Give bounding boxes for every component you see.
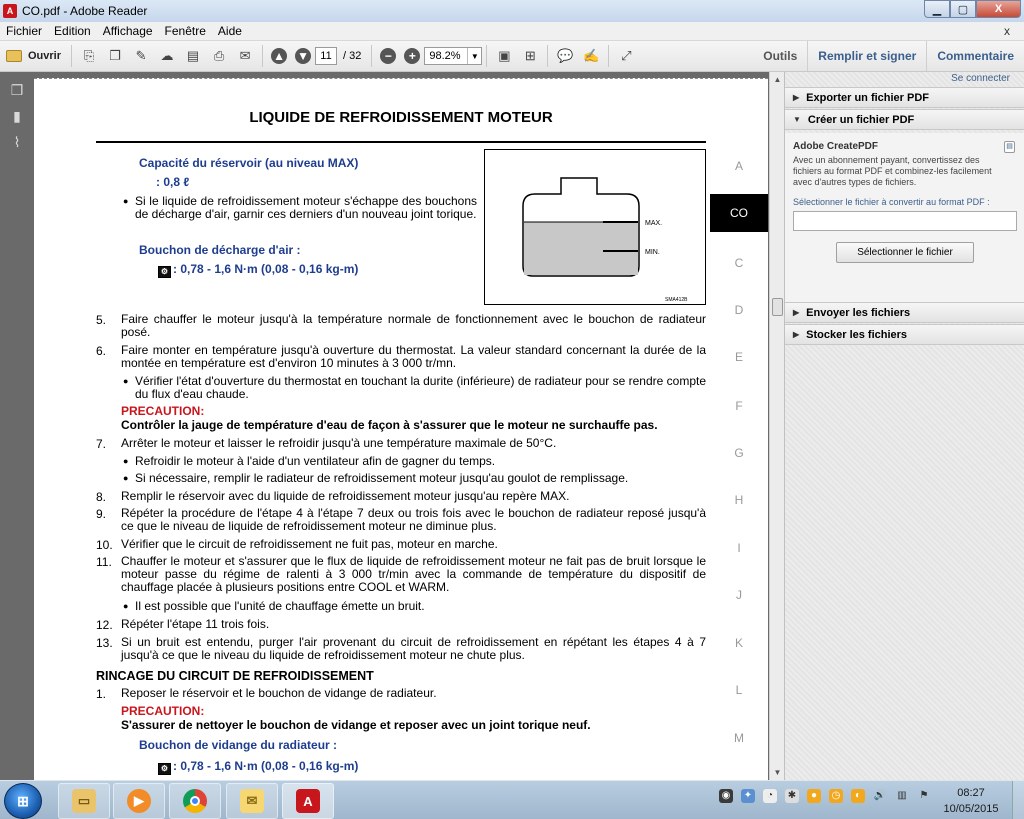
zoom-out-icon[interactable]: −: [380, 48, 396, 64]
step-7-number: 7.: [96, 437, 107, 451]
step-5-text: Faire chauffer le moteur jusqu'à la température normale de fonctionnement avec le bouchon de radiateur posé.: [121, 312, 706, 339]
step-12-number: 12.: [96, 618, 113, 632]
document-viewport[interactable]: [34, 72, 769, 780]
windows-logo-icon: ⊞: [17, 792, 29, 809]
network-icon[interactable]: ▥: [897, 790, 907, 801]
open-label: Ouvrir: [28, 50, 62, 62]
media-player-icon: ▶: [127, 789, 151, 813]
step-6-number: 6.: [96, 344, 107, 358]
expand-icon[interactable]: ⤢: [621, 48, 632, 63]
index-letter-a[interactable]: A: [734, 159, 743, 173]
pdf-page: [34, 78, 768, 780]
store-files-section[interactable]: [785, 324, 1024, 345]
send-files-label: Envoyer les fichiers: [806, 306, 911, 319]
reservoir-svg: [485, 150, 707, 306]
step-11-text: Chauffer le moteur et s'assurer que le flux de liquide de refroidissement moteur ne fait pas de bruit lorsque le moteur passe du régime de ralenti à 3 000 tr/min avec la commande de température du dispositif de chauffage placée à plusieurs positions entre COOL et WARM.: [121, 554, 706, 594]
menu-aide[interactable]: Aide: [217, 24, 242, 38]
createpdf-icon: ▤: [1004, 141, 1015, 153]
open-button[interactable]: [0, 50, 67, 62]
toolbar-divider: [371, 45, 372, 67]
diagram-code: SMA412B: [665, 297, 688, 303]
tray-app-icon[interactable]: ◉: [719, 789, 733, 803]
precaution-text-1: Contrôler la jauge de température d'eau de façon à s'assurer que le moteur ne surchauffe pas.: [121, 418, 658, 432]
sign-in-link[interactable]: Se connecter: [951, 73, 1010, 84]
reservoir-diagram: [484, 149, 706, 305]
index-letter-co[interactable]: CO: [710, 194, 768, 232]
combine-icon[interactable]: ❐: [109, 48, 121, 63]
bookmark-icon[interactable]: ▮: [13, 108, 21, 124]
step-9-number: 9.: [96, 507, 107, 521]
section-index: [710, 79, 768, 780]
taskbar-clock[interactable]: [934, 785, 1008, 817]
select-file-button[interactable]: Sélectionner le fichier: [836, 242, 974, 263]
print-icon[interactable]: ⎙: [213, 48, 225, 63]
index-letter-j[interactable]: J: [736, 588, 742, 602]
step-5-number: 5.: [96, 313, 107, 327]
clock-time: 08:27: [957, 787, 985, 799]
edit-icon[interactable]: ✎: [135, 48, 147, 63]
fill-sign-button[interactable]: Remplir et signer: [807, 41, 926, 71]
menu-fichier[interactable]: Fichier: [6, 24, 43, 38]
index-letter-i[interactable]: I: [737, 541, 741, 555]
folder-icon: ▭: [72, 789, 96, 813]
step-11-number: 11.: [96, 555, 112, 569]
index-letter-f[interactable]: F: [735, 399, 743, 413]
max-mark-label: MAX.: [645, 220, 663, 227]
index-letter-c[interactable]: C: [734, 256, 744, 270]
drain-cap-torque-value: : 0,78 - 1,6 N·m (0,08 - 0,16 kg-m): [173, 759, 359, 773]
index-letter-k[interactable]: K: [734, 636, 743, 650]
title-rule: [96, 141, 706, 143]
chrome-icon: [183, 789, 207, 813]
attachment-icon[interactable]: ⌇: [13, 134, 21, 150]
chevron-down-icon: ▼: [467, 48, 481, 64]
scroll-down-icon[interactable]: ▼: [773, 768, 782, 777]
select-file-label: Sélectionner le fichier à convertir au format PDF :: [793, 197, 990, 207]
triangle-right-icon: ▶: [793, 93, 800, 102]
index-letter-m[interactable]: M: [734, 731, 744, 745]
show-desktop-button[interactable]: [1012, 781, 1024, 819]
page-number-input[interactable]: 11: [315, 47, 337, 65]
step-10-text: Vérifier que le circuit de refroidissement ne fuit pas, moteur en marche.: [121, 537, 498, 551]
bullet-heater: ● Il est possible que l'unité de chauffage émette un bruit.: [135, 600, 706, 613]
page-up-icon[interactable]: ▲: [271, 48, 287, 64]
tray-orange-icon[interactable]: ●: [807, 789, 821, 803]
bullet-fan: ● Refroidir le moteur à l'aide d'un ventilateur afin de gagner du temps.: [135, 455, 706, 468]
toolbar-divider: [608, 45, 609, 67]
comment-bubble-icon[interactable]: 💬: [557, 48, 574, 63]
bullet-escape: ● Si le liquide de refroidissement moteur s'échappe des bouchons de décharge d'air, garnir ces derniers d'un nouveau joint torique.: [135, 195, 477, 221]
scroll-thumb[interactable]: [772, 298, 783, 316]
highlight-icon[interactable]: ✍: [583, 48, 600, 63]
menu-affichage[interactable]: Affichage: [102, 24, 153, 38]
send-files-section[interactable]: [785, 302, 1024, 323]
index-letter-e[interactable]: E: [734, 350, 743, 364]
comment-button[interactable]: Commentaire: [926, 41, 1024, 71]
cloud-upload-icon[interactable]: ☁: [160, 48, 174, 63]
toolbar-divider: [486, 45, 487, 67]
page-total: / 32: [343, 50, 362, 62]
createpdf-title: Adobe CreatePDF: [793, 141, 879, 152]
step-8-number: 8.: [96, 490, 107, 504]
min-mark-label: MIN.: [645, 249, 660, 256]
toolbar-right: [753, 41, 1024, 71]
left-navigation-pane: [0, 72, 34, 780]
close-button[interactable]: X: [976, 0, 1021, 18]
menu-fenetre[interactable]: Fenêtre: [164, 24, 206, 38]
settings-tray-icon[interactable]: ✱: [785, 789, 799, 803]
zoom-in-icon[interactable]: +: [404, 48, 420, 64]
clock-tray-icon[interactable]: ◔: [763, 789, 777, 803]
volume-icon[interactable]: 🔊: [873, 790, 887, 801]
fit-page-icon[interactable]: ▣: [498, 48, 511, 63]
step-12-text: Répéter l'étape 11 trois fois.: [121, 617, 270, 631]
adobe-reader-icon: A: [3, 4, 17, 18]
taskbar-adobe-reader[interactable]: [282, 783, 334, 819]
step-6-text: Faire monter en température jusqu'à ouverture du thermostat. La valeur standard concernant la durée de la montée en température est d'environ 10 minutes à 3 000 tr/mn.: [121, 343, 706, 370]
create-pdf-section[interactable]: [785, 109, 1024, 130]
page-thumbnails-icon[interactable]: ❒: [10, 82, 24, 98]
export-pdf-label: Exporter un fichier PDF: [806, 91, 930, 104]
maximize-button[interactable]: ▢: [950, 0, 976, 18]
air-cap-torque-value: : 0,78 - 1,6 N·m (0,08 - 0,16 kg-m): [173, 262, 359, 276]
index-letter-l[interactable]: L: [735, 683, 743, 697]
start-button[interactable]: [4, 783, 42, 819]
capacity-value: : 0,8 ℓ: [156, 175, 190, 189]
page-down-icon[interactable]: ▼: [295, 48, 311, 64]
menu-edition[interactable]: Edition: [54, 24, 91, 38]
flag-icon[interactable]: ⚑: [919, 790, 929, 801]
step-10-number: 10.: [96, 538, 113, 552]
page-title: LIQUIDE DE REFROIDISSEMENT MOTEUR: [249, 109, 553, 126]
store-files-label: Stocker les fichiers: [806, 328, 908, 341]
toolbar: [0, 41, 1024, 72]
taskbar-notes[interactable]: [226, 783, 278, 819]
bullet-thermostat: ● Vérifier l'état d'ouverture du thermostat en touchant la durite (inférieure) de radiateur pour se rendre compte du flux d'eau chaude.: [135, 375, 706, 401]
precaution-label-1: PRECAUTION:: [121, 404, 205, 418]
precaution-label-2: PRECAUTION:: [121, 704, 205, 718]
scroll-up-icon[interactable]: ▲: [773, 75, 782, 84]
folder-icon: [6, 50, 22, 62]
create-pdf-label: Créer un fichier PDF: [807, 113, 915, 126]
zoom-value: 98.2%: [429, 50, 461, 62]
window-title: CO.pdf - Adobe Reader: [22, 4, 148, 18]
close-document-button[interactable]: x: [1004, 24, 1010, 38]
index-letter-d[interactable]: D: [734, 303, 744, 317]
rinse-heading: RINCAGE DU CIRCUIT DE REFROIDISSEMENT: [96, 669, 374, 683]
index-letter-h[interactable]: H: [734, 493, 744, 507]
air-cap-torque: [158, 263, 358, 278]
taskbar-chrome[interactable]: [169, 783, 221, 819]
dropbox-icon[interactable]: ✦: [741, 789, 755, 803]
step-9-text: Répéter la procédure de l'étape 4 à l'étape 7 deux ou trois fois avec le bouchon de radiateur reposé jusqu'à ce que le niveau de liquide de refroidissement moteur ne diminue plus.: [121, 506, 706, 533]
step-7-text: Arrêter le moteur et laisser le refroidir jusqu'à une température maximale de 50°C.: [121, 436, 557, 450]
triangle-right-icon: ▶: [793, 308, 800, 317]
precaution-text-2: S'assurer de nettoyer le bouchon de vidange et reposer avec un joint torique neuf.: [121, 718, 591, 732]
fit-width-icon[interactable]: ⊞: [524, 48, 536, 63]
triangle-down-icon: ▼: [793, 115, 801, 124]
createpdf-description: Avec un abonnement payant, convertissez des fichiers au format PDF et combinez-les facilement avec d'autres types de fichiers.: [793, 155, 992, 187]
toolbar-divider: [71, 45, 72, 67]
tray-timer-icon[interactable]: ◷: [829, 789, 843, 803]
file-path-input[interactable]: [793, 211, 1017, 231]
drain-cap-torque: [158, 760, 358, 775]
zoom-select[interactable]: [424, 47, 482, 65]
step-8-text: Remplir le réservoir avec du liquide de refroidissement moteur jusqu'au repère MAX.: [121, 489, 570, 503]
save-icon[interactable]: ▤: [186, 48, 200, 63]
tools-pane: [784, 72, 1024, 780]
title-bar: [0, 0, 1024, 22]
toolbar-divider: [547, 45, 548, 67]
vertical-scrollbar[interactable]: [769, 72, 784, 780]
bullet-fill: ● Si nécessaire, remplir le radiateur de refroidissement moteur jusqu'au goulot de remplissage.: [135, 472, 706, 485]
taskbar-media-player[interactable]: [113, 783, 165, 819]
taskbar: [0, 780, 1024, 819]
drain-cap-label: Bouchon de vidange du radiateur :: [139, 738, 338, 752]
minimize-button[interactable]: ▁: [924, 0, 950, 18]
create-pdf-icon[interactable]: ⎘: [83, 48, 95, 63]
adobe-reader-icon: A: [296, 789, 320, 813]
torque-wrench-icon: ⚙: [158, 763, 171, 775]
tools-button[interactable]: Outils: [763, 49, 798, 63]
torque-wrench-icon: ⚙: [158, 266, 171, 278]
email-icon[interactable]: ✉: [239, 48, 251, 63]
rinse-step-1-text: Reposer le réservoir et le bouchon de vidange de radiateur.: [121, 686, 437, 700]
system-tray: [715, 789, 935, 803]
window-controls: [924, 0, 1021, 18]
notes-icon: ✉: [240, 789, 264, 813]
air-cap-label: Bouchon de décharge d'air :: [139, 243, 301, 257]
capacity-label: Capacité du réservoir (au niveau MAX): [139, 156, 359, 170]
step-13-number: 13.: [96, 636, 113, 650]
index-letter-g[interactable]: G: [734, 446, 744, 460]
menu-bar: [0, 22, 1024, 41]
toolbar-divider: [262, 45, 263, 67]
create-pdf-panel: [785, 133, 1024, 307]
export-pdf-section[interactable]: [785, 87, 1024, 108]
taskbar-explorer[interactable]: [58, 783, 110, 819]
rinse-step-1-number: 1.: [96, 687, 107, 701]
step-13-text: Si un bruit est entendu, purger l'air provenant du circuit de refroidissement en répétant les étapes 4 à 7 jusqu'à ce que le niveau du liquide de refroidissement moteur ne chute plus.: [121, 635, 706, 662]
clock-date: 10/05/2015: [943, 803, 999, 815]
triangle-right-icon: ▶: [793, 330, 800, 339]
tray-alert-icon[interactable]: ◐: [851, 789, 865, 803]
